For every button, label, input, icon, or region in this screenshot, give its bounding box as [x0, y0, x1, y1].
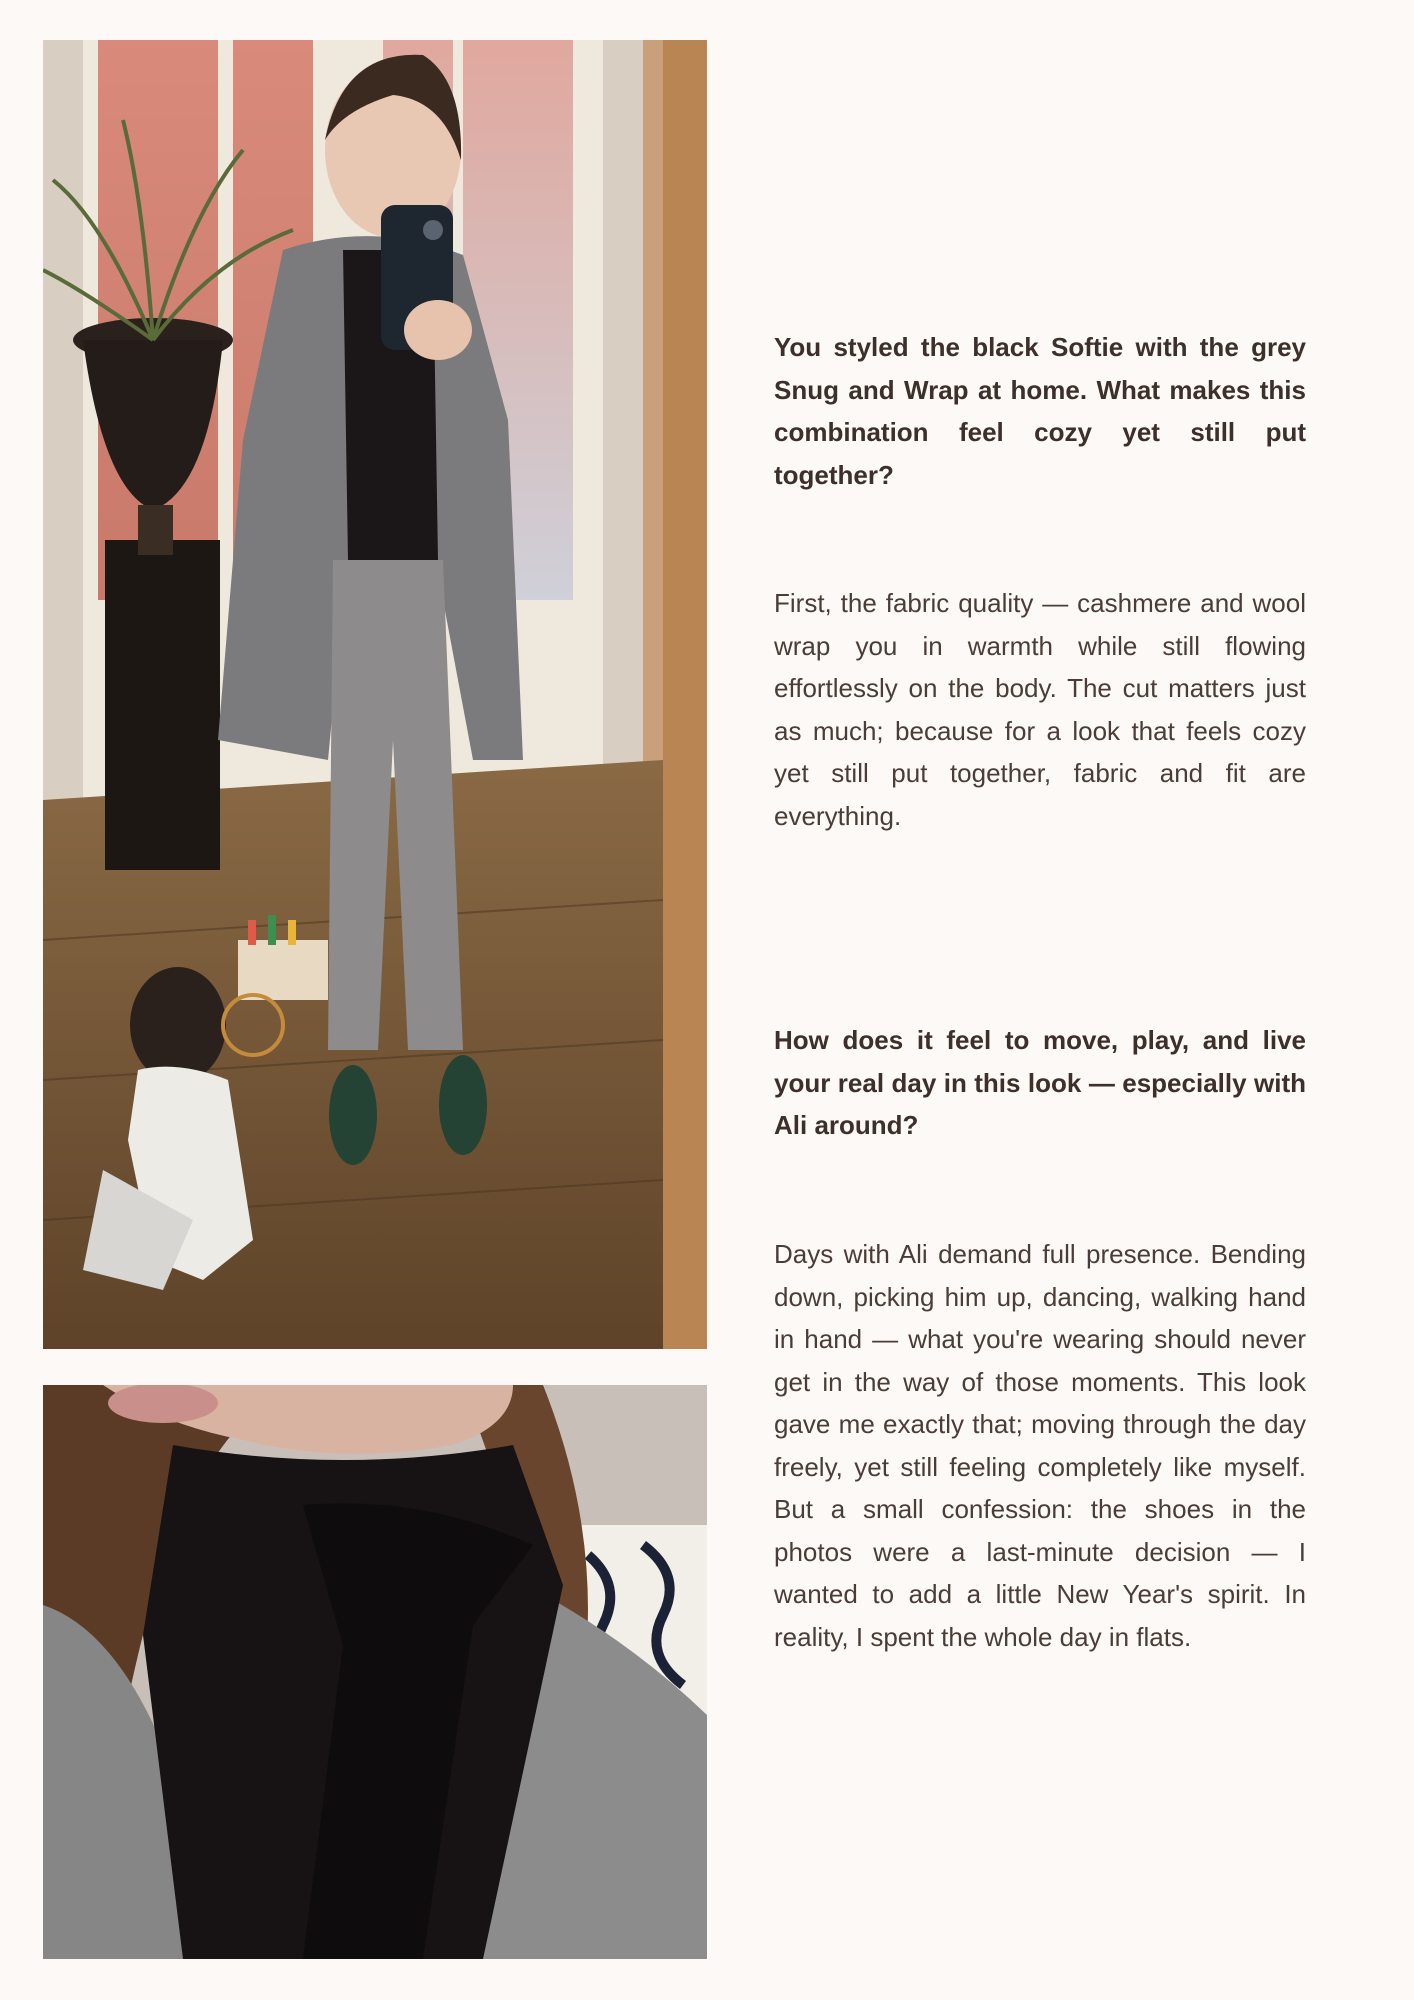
mirror-selfie-photo — [43, 40, 707, 1349]
interview-answer-2: Days with Ali demand full presence. Bending down, picking him up, dancing, walking hand in hand — what you're wearing should never get in the way of those moments. This look gave me exactly that; moving through the day freely, yet still feeling completely like myself. But a small confession: the shoes in the photos were a last-minute decision — I wanted to add a little New Year's spirit. In reality, I spent the whole day in flats. — [774, 1239, 1306, 1652]
scarf-closeup-photo — [43, 1385, 707, 1959]
interview-answer-1: First, the fabric quality — cashmere and wool wrap you in warmth while still flowing effortlessly on the body. The cut matters just as much; because for a look that feels cozy yet still put together, fabric and fit are everything. — [774, 588, 1306, 831]
interview-question-1: You styled the black Softie with the grey Snug and Wrap at home. What makes this combination feel cozy yet still put together? — [774, 332, 1306, 490]
interview-question-2: How does it feel to move, play, and live your real day in this look — especially with Ali around? — [774, 1025, 1306, 1140]
scarf-closeup-illustration — [43, 1385, 707, 1959]
mirror-selfie-illustration — [43, 40, 707, 1349]
